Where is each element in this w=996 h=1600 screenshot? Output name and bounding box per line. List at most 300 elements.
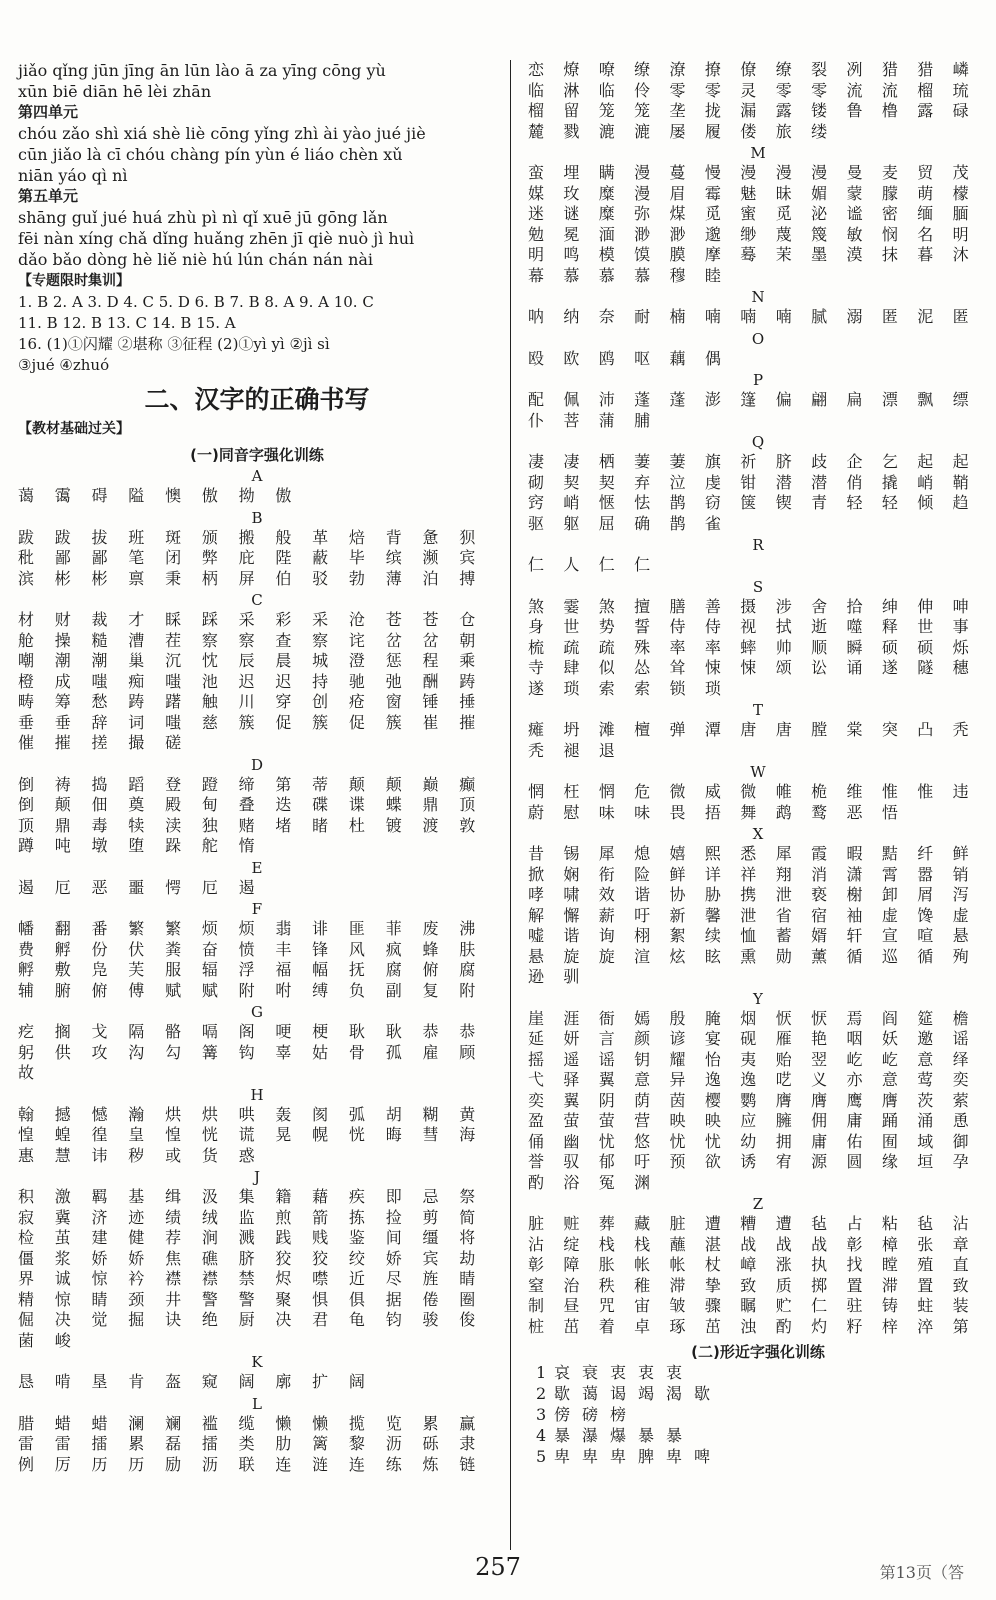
pinyin-line: shāng guǐ jué huá zhù pì nì qǐ xuē jū gōng lǎn: [18, 208, 388, 227]
char-cell: 映: [669, 1111, 686, 1130]
char-cell: 脐: [238, 1248, 255, 1268]
char-cell: 怂: [634, 658, 651, 677]
char-cell: 歧: [811, 452, 828, 471]
char-cell: 镀: [385, 815, 402, 835]
char-cell: 遥: [563, 1049, 580, 1069]
char-cell: 禀: [128, 568, 145, 588]
char-cell: 藕: [669, 348, 686, 368]
char-cell: 涧: [201, 1228, 218, 1247]
char-cell: 拔: [91, 527, 108, 547]
char-cell: 持: [312, 671, 329, 691]
similar-row: [528, 1362, 988, 1383]
char-cell: 殊: [634, 637, 651, 657]
char-cell: 绩: [165, 1207, 182, 1227]
char-cell: 殖: [917, 1255, 934, 1274]
char-cell: 驯: [563, 967, 580, 986]
char-cell: 言: [598, 1029, 615, 1048]
char-cell: 宴: [704, 1029, 721, 1048]
char-cell: 橹: [881, 101, 898, 120]
char-cell: 登: [165, 774, 182, 794]
char-cell: 滞: [881, 1275, 898, 1295]
char-cell: 唐: [740, 720, 757, 739]
char-cell: 泊: [422, 568, 439, 588]
char-cell: 倔: [18, 1310, 35, 1329]
char-cell: 呐: [528, 307, 545, 326]
char-grid-a: [18, 486, 496, 507]
char-cell: 鞘: [952, 472, 969, 492]
char-cell: 缈: [740, 224, 757, 244]
char-cell: 篱: [312, 1434, 329, 1453]
char-cell: 幽: [563, 1131, 580, 1151]
char-cell: 宥: [775, 1152, 792, 1171]
char-cell: 沸: [459, 919, 476, 938]
char-cell: 龟: [348, 1310, 365, 1329]
char-cell: 复: [422, 980, 439, 1000]
char-cell: 叠: [238, 795, 255, 814]
char-cell: 雇: [422, 1042, 439, 1062]
char-cell: 蝶: [385, 795, 402, 814]
char-cell: 漏: [740, 101, 757, 120]
char-cell: 缉: [165, 1187, 182, 1206]
char-cell: 鲜: [669, 864, 686, 884]
char-cell: 蹲: [18, 836, 35, 855]
char-cell: 旌: [422, 1269, 439, 1288]
char-cell: 菲: [385, 919, 402, 938]
char-cell: 附: [459, 980, 476, 1000]
char-cell: 疯: [385, 939, 402, 959]
char-cell: 谐: [563, 926, 580, 945]
char-cell: 硕: [917, 637, 934, 657]
char-cell: 溅: [238, 1228, 255, 1247]
char-cell: 卑: [582, 1447, 599, 1466]
char-cell: 忧: [598, 1131, 615, 1151]
char-cell: 恤: [740, 926, 757, 945]
char-cell: 慰: [563, 802, 580, 822]
char-cell: 穿: [275, 692, 292, 711]
char-cell: 源: [811, 1152, 828, 1171]
answer-list: [18, 292, 496, 376]
char-cell: 萤: [563, 1111, 580, 1130]
char-cell: 渎: [165, 815, 182, 835]
char-cell: 揽: [348, 1413, 365, 1433]
similar-num: 5: [536, 1447, 547, 1466]
char-cell: 采: [238, 610, 255, 629]
char-cell: 辜: [275, 1042, 292, 1062]
char-cell: 贱: [312, 1228, 329, 1247]
char-cell: 啃: [54, 1372, 71, 1391]
char-cell: 退: [598, 740, 615, 760]
char-cell: 衰: [582, 1363, 599, 1382]
char-cell: 累: [422, 1413, 439, 1433]
char-cell: 锁: [669, 678, 686, 698]
char-cell: 喃: [775, 307, 792, 326]
char-cell: 耸: [669, 658, 686, 677]
char-cell: 忌: [422, 1187, 439, 1206]
char-cell: 鲁: [846, 101, 863, 120]
char-cell: 榴: [528, 101, 545, 120]
char-grid-x: [528, 844, 988, 988]
char-cell: 窗: [385, 692, 402, 711]
char-cell: 确: [634, 513, 651, 533]
char-cell: 宙: [634, 1296, 651, 1315]
char-cell: 摄: [740, 596, 757, 616]
char-cell: 伏: [128, 939, 145, 959]
char-cell: 浊: [740, 1316, 757, 1336]
char-cell: 慕: [563, 265, 580, 285]
char-cell: 拾: [846, 596, 863, 616]
char-cell: 循: [917, 946, 934, 966]
char-cell: 猎: [881, 60, 898, 79]
char-cell: 鼎: [54, 815, 71, 835]
char-grid-g: [18, 1022, 496, 1084]
char-cell: 彬: [54, 568, 71, 588]
char-cell: 份: [91, 939, 108, 959]
unit4-pinyin: [18, 123, 496, 186]
char-cell: 察: [312, 630, 329, 650]
pinyin-line: chóu zǎo shì xiá shè liè cōng yǐng zhì ài yào jué jiè: [18, 124, 426, 143]
char-cell: 匪: [348, 919, 365, 938]
char-cell: 废: [422, 919, 439, 938]
char-cell: 捡: [385, 1207, 402, 1227]
char-cell: 砌: [528, 472, 545, 492]
char-cell: 拗: [238, 486, 255, 505]
char-cell: 览: [385, 1413, 402, 1433]
char-cell: 置: [917, 1275, 934, 1295]
char-cell: 基: [128, 1187, 145, 1206]
char-cell: 忧: [704, 1131, 721, 1151]
char-cell: 赃: [563, 1214, 580, 1233]
char-cell: 颈: [128, 1289, 145, 1309]
char-cell: 掀: [528, 864, 545, 884]
char-cell: 历: [128, 1454, 145, 1474]
char-cell: 烁: [952, 637, 969, 657]
char-cell: 章: [952, 1234, 969, 1254]
char-grid-z: [528, 1214, 988, 1337]
char-cell: 蓬: [669, 390, 686, 409]
char-cell: 类: [238, 1434, 255, 1453]
char-cell: 糟: [740, 1214, 757, 1233]
char-cell: 帐: [669, 1255, 686, 1274]
char-cell: 雷: [54, 1434, 71, 1453]
char-cell: 撬: [881, 472, 898, 492]
char-cell: 溺: [846, 307, 863, 326]
char-cell: 钥: [634, 1049, 651, 1069]
char-cell: 绅: [881, 596, 898, 616]
page-number: 257: [475, 1553, 521, 1581]
char-cell: 笔: [128, 548, 145, 567]
char-cell: 恍: [348, 1125, 365, 1144]
char-grid-b: [18, 528, 496, 590]
char-cell: 战: [811, 1234, 828, 1254]
char-cell: 箭: [312, 1207, 329, 1227]
char-cell: 缭: [775, 60, 792, 79]
char-cell: 贸: [917, 163, 934, 182]
char-cell: 谒: [610, 1384, 627, 1403]
char-cell: 薰: [811, 946, 828, 966]
char-grid-c: [18, 610, 496, 754]
char-cell: 霉: [704, 183, 721, 203]
char-cell: 崔: [422, 712, 439, 732]
char-cell: 俯: [422, 960, 439, 979]
char-cell: 妍: [563, 1029, 580, 1048]
char-cell: 颁: [201, 527, 218, 547]
char-cell: 殷: [669, 1008, 686, 1028]
char-cell: 梗: [312, 1022, 329, 1041]
char-cell: 惟: [881, 782, 898, 801]
char-cell: 谍: [348, 795, 365, 814]
char-cell: 蔼: [18, 486, 35, 505]
char-cell: 戈: [91, 1022, 108, 1041]
char-cell: 扁: [846, 390, 863, 409]
char-cell: 篾: [811, 224, 828, 244]
char-cell: 脯: [634, 410, 651, 430]
char-cell: 衿: [128, 1269, 145, 1288]
char-cell: 菩: [563, 410, 580, 430]
char-cell: 蛀: [917, 1296, 934, 1315]
char-cell: 掷: [811, 1275, 828, 1295]
char-cell: 世: [563, 617, 580, 636]
char-cell: 潇: [846, 864, 863, 884]
char-cell: 丰: [275, 939, 292, 959]
char-cell: 诀: [165, 1310, 182, 1329]
char-cell: 耀: [669, 1049, 686, 1069]
char-cell: 蟀: [740, 637, 757, 657]
char-cell: 掘: [128, 1310, 145, 1329]
char-cell: 缰: [422, 1228, 439, 1247]
similar-row: [528, 1383, 988, 1404]
char-cell: 契: [563, 472, 580, 492]
char-cell: 哽: [275, 1022, 292, 1041]
char-cell: 膺: [881, 1090, 898, 1110]
char-cell: 瘫: [528, 720, 545, 739]
char-cell: 糙: [91, 630, 108, 650]
char-cell: 附: [238, 980, 255, 1000]
char-cell: 费: [18, 939, 35, 959]
char-cell: 明: [528, 245, 545, 264]
char-cell: 煎: [275, 1207, 292, 1227]
char-cell: 缭: [634, 60, 651, 79]
char-cell: 蹈: [128, 774, 145, 794]
char-cell: 锲: [775, 493, 792, 512]
answer-line: 1. B 2. A 3. D 4. C 5. D 6. B 7. B 8. A 9. A 10. C: [18, 293, 374, 311]
char-cell: 视: [740, 617, 757, 636]
char-cell: 瞒: [598, 163, 615, 182]
char-cell: 碍: [91, 486, 108, 505]
char-cell: 绞: [348, 1248, 365, 1268]
char-cell: 效: [598, 885, 615, 904]
char-cell: 毡: [811, 1214, 828, 1233]
char-cell: 庸: [811, 1131, 828, 1151]
char-cell: 程: [422, 651, 439, 670]
char-cell: 汲: [201, 1187, 218, 1206]
char-cell: 延: [528, 1029, 545, 1048]
char-cell: 惧: [312, 1289, 329, 1309]
char-cell: 絮: [669, 926, 686, 945]
char-cell: 人: [563, 555, 580, 574]
char-cell: 邈: [704, 224, 721, 244]
char-cell: 缘: [881, 1152, 898, 1171]
char-cell: 渊: [634, 1172, 651, 1192]
char-cell: 蔓: [669, 163, 686, 182]
char-cell: 俊: [459, 1310, 476, 1329]
similar-list: [528, 1362, 988, 1467]
char-cell: 辐: [201, 960, 218, 979]
group-letter: D: [250, 755, 264, 774]
char-cell: 拥: [775, 1131, 792, 1151]
char-cell: 迟: [275, 671, 292, 691]
char-cell: 蜜: [740, 204, 757, 223]
char-cell: 密: [881, 204, 898, 223]
char-cell: 蒂: [312, 774, 329, 794]
char-cell: 朝: [459, 630, 476, 650]
char-cell: 桩: [528, 1316, 545, 1336]
char-cell: 厄: [54, 877, 71, 897]
char-cell: 昔: [528, 844, 545, 863]
char-cell: 鄙: [91, 548, 108, 567]
char-cell: 新: [669, 905, 686, 925]
char-cell: 逝: [811, 617, 828, 636]
char-cell: 恶: [846, 802, 863, 822]
char-cell: 樱: [704, 1090, 721, 1110]
char-cell: 暴: [666, 1426, 683, 1445]
char-cell: 置: [846, 1275, 863, 1295]
char-cell: 循: [846, 946, 863, 966]
char-cell: 卸: [881, 885, 898, 904]
char-cell: 搏: [459, 568, 476, 588]
char-cell: 匿: [881, 307, 898, 326]
char-cell: 驱: [528, 513, 545, 533]
char-cell: 君: [312, 1310, 329, 1329]
similar-num: 4: [536, 1426, 547, 1445]
char-cell: 意: [917, 1049, 934, 1069]
char-cell: 撩: [704, 60, 721, 79]
char-cell: 摧: [54, 733, 71, 752]
char-cell: 懒: [312, 1413, 329, 1433]
char-cell: 拣: [348, 1207, 365, 1227]
char-cell: 诵: [846, 658, 863, 677]
char-cell: 惊: [54, 1289, 71, 1309]
char-cell: 简: [459, 1207, 476, 1227]
answer-line: ③jué ④zhuó: [18, 356, 110, 374]
char-cell: 烬: [275, 1269, 292, 1288]
char-cell: 媚: [811, 183, 828, 203]
char-cell: 敏: [846, 224, 863, 244]
char-cell: 捣: [91, 774, 108, 794]
char-cell: 厉: [54, 1454, 71, 1474]
group-letter: F: [251, 900, 263, 918]
char-cell: 馍: [634, 245, 651, 264]
char-cell: 麦: [881, 163, 898, 182]
char-cell: 绝: [201, 1310, 218, 1329]
char-cell: 咒: [598, 1296, 615, 1315]
char-cell: 赢: [459, 1413, 476, 1433]
char-cell: 艳: [811, 1029, 828, 1048]
char-cell: 翼: [563, 1090, 580, 1110]
char-cell: 幕: [528, 265, 545, 285]
char-cell: 材: [18, 610, 35, 629]
char-cell: 阂: [312, 1104, 329, 1124]
char-cell: 魅: [740, 183, 757, 203]
char-cell: 诱: [740, 1152, 757, 1171]
char-cell: 焦: [165, 1248, 182, 1268]
char-cell: 寂: [18, 1207, 35, 1227]
char-cell: 馋: [917, 905, 934, 925]
char-cell: 尽: [385, 1269, 402, 1288]
char-cell: 沐: [952, 245, 969, 264]
char-cell: 驻: [846, 1296, 863, 1315]
char-cell: 供: [54, 1042, 71, 1062]
char-cell: 垂: [18, 712, 35, 732]
char-cell: 续: [704, 926, 721, 945]
char-cell: 懒: [275, 1413, 292, 1433]
char-cell: 籍: [275, 1187, 292, 1206]
char-cell: 旋: [598, 946, 615, 966]
char-cell: 慧: [54, 1145, 71, 1165]
char-cell: 或: [165, 1145, 182, 1165]
char-cell: 屹: [881, 1049, 898, 1069]
char-cell: 缆: [238, 1413, 255, 1433]
char-cell: 潜: [811, 472, 828, 492]
char-cell: 霄: [881, 864, 898, 884]
char-cell: 琉: [952, 80, 969, 100]
char-cell: 簇: [312, 712, 329, 732]
char-cell: 茧: [54, 1228, 71, 1247]
char-cell: 治: [563, 1275, 580, 1295]
char-cell: 蔚: [528, 802, 545, 822]
char-cell: 奈: [598, 307, 615, 326]
char-cell: 彗: [422, 1125, 439, 1144]
char-cell: 伸: [917, 596, 934, 616]
char-cell: 悚: [740, 658, 757, 677]
char-cell: 筵: [917, 1008, 934, 1028]
char-cell: 卓: [634, 1316, 651, 1336]
char-cell: 零: [775, 80, 792, 100]
char-cell: 懈: [563, 905, 580, 925]
char-cell: 成: [54, 671, 71, 691]
char-cell: 川: [238, 692, 255, 711]
char-cell: 间: [385, 1228, 402, 1247]
char-cell: 疮: [348, 692, 365, 711]
char-cell: 沾: [528, 1234, 545, 1254]
char-cell: 惬: [598, 493, 615, 512]
char-cell: 娇: [385, 1248, 402, 1268]
char-cell: 冽: [846, 60, 863, 79]
char-cell: 暴: [638, 1426, 655, 1445]
char-grid-f: [18, 919, 496, 1001]
char-cell: 柄: [201, 568, 218, 588]
char-cell: 御: [952, 1131, 969, 1151]
char-cell: 井: [165, 1289, 182, 1309]
char-cell: 舱: [18, 630, 35, 650]
char-cell: 楠: [669, 307, 686, 326]
char-cell: 惊: [91, 1269, 108, 1288]
char-cell: 域: [917, 1131, 934, 1151]
char-cell: 泻: [952, 885, 969, 904]
char-cell: 糜: [598, 183, 615, 203]
char-cell: 伶: [634, 80, 651, 100]
char-cell: 愕: [165, 877, 182, 897]
char-cell: 仁: [811, 1296, 828, 1315]
char-cell: 遭: [704, 1214, 721, 1233]
char-cell: 漕: [128, 630, 145, 650]
char-cell: 仆: [528, 410, 545, 430]
char-cell: 微: [740, 782, 757, 801]
group-letter: E: [251, 858, 263, 877]
char-cell: 筹: [54, 692, 71, 711]
char-cell: 戮: [563, 121, 580, 141]
char-cell: 繁: [128, 919, 145, 938]
char-cell: 渴: [666, 1384, 683, 1403]
